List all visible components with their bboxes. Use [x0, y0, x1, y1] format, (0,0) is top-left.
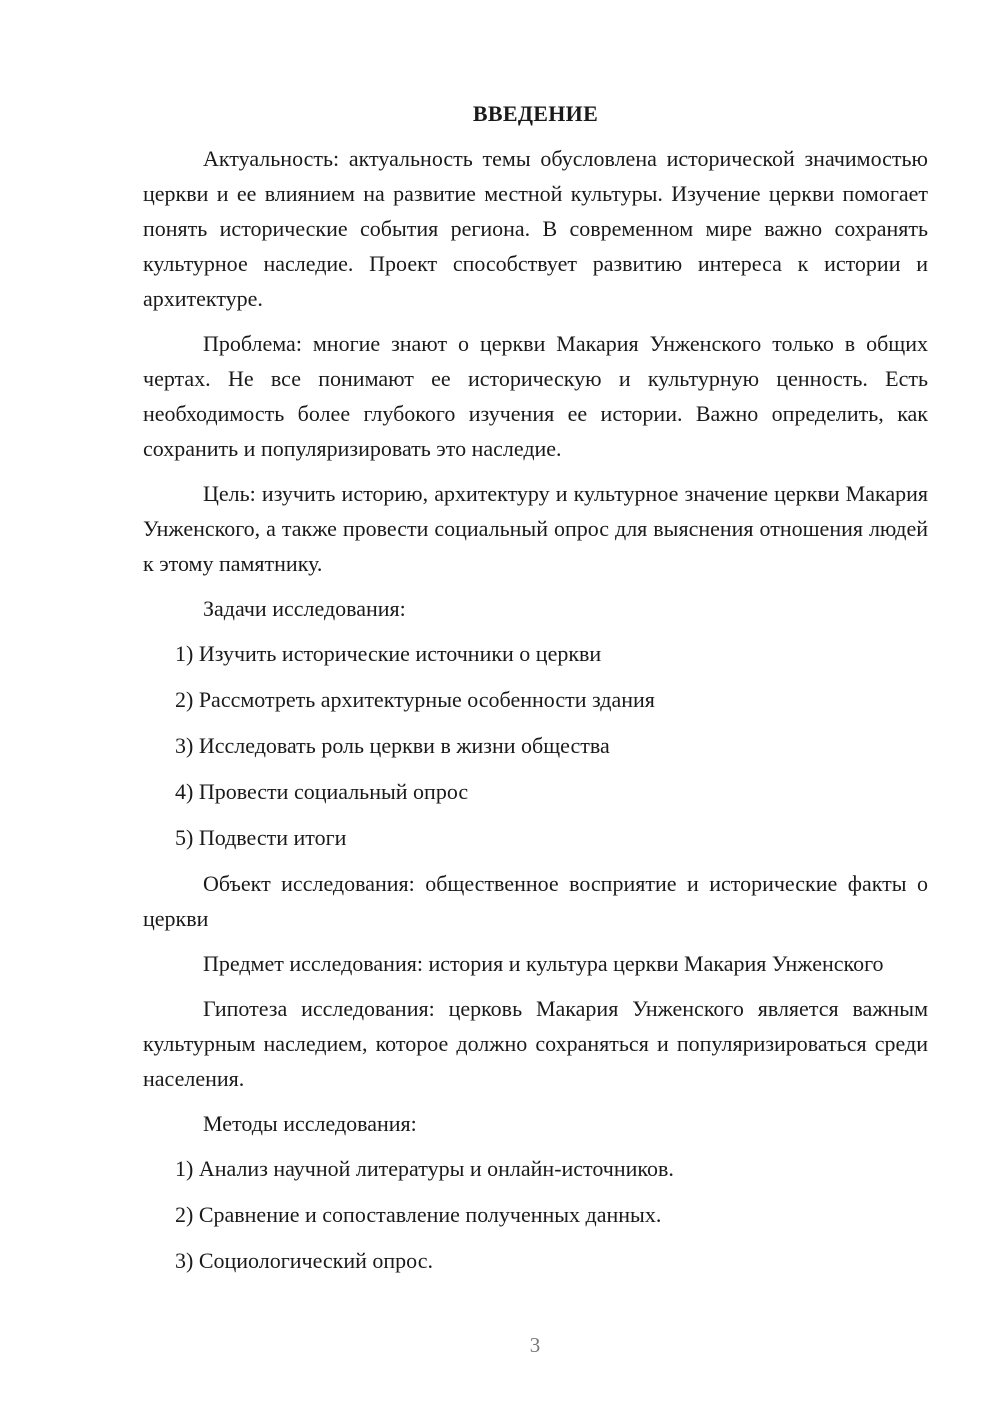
method-item: 3) Социологический опрос. [175, 1248, 433, 1273]
goal-paragraph: Цель: изучить историю, архитектуру и культурное значение церкви Макария Унженского, а также провести социальный опрос для выяснения отношения людей к этому памятнику. [143, 481, 928, 576]
methods-heading: Методы исследования: [203, 1111, 417, 1136]
task-item: 5) Подвести итоги [175, 825, 347, 850]
method-item: 2) Сравнение и сопоставление полученных данных. [175, 1202, 662, 1227]
task-item: 1) Изучить исторические источники о церкви [175, 641, 602, 666]
page-title: ВВЕДЕНИЕ [472, 101, 599, 126]
page-number: 3 [529, 1333, 541, 1357]
tasks-list [143, 636, 928, 855]
task-item: 3) Исследовать роль церкви в жизни общества [175, 733, 610, 758]
task-item: 2) Рассмотреть архитектурные особенности здания [175, 687, 655, 712]
methods-list [143, 1151, 928, 1278]
page-content [143, 96, 928, 1289]
hypothesis-paragraph: Гипотеза исследования: церковь Макария Унженского является важным культурным наследием, которое должно сохраняться и популяризироваться среди населения. [143, 996, 928, 1091]
subject-paragraph: Предмет исследования: история и культура церкви Макария Унженского [203, 951, 884, 976]
task-item: 4) Провести социальный опрос [175, 779, 469, 804]
method-item: 1) Анализ научной литературы и онлайн-источников. [175, 1156, 674, 1181]
problem-paragraph: Проблема: многие знают о церкви Макария Унженского только в общих чертах. Не все понимают ее историческую и культурную ценность. Есть необходимость более глубокого изучения ее истории. Важно определить, как сохранить и популяризировать это наследие. [143, 331, 928, 461]
tasks-heading: Задачи исследования: [203, 596, 406, 621]
relevance-paragraph: Актуальность: актуальность темы обусловлена исторической значимостью церкви и ее влиянием на развитие местной культуры. Изучение церкви помогает понять исторические события региона. В современном мире важно сохранять культурное наследие. Проект способствует развитию интереса к истории и архитектуре. [143, 146, 928, 311]
object-paragraph: Объект исследования: общественное восприятие и исторические факты о церкви [143, 871, 928, 931]
